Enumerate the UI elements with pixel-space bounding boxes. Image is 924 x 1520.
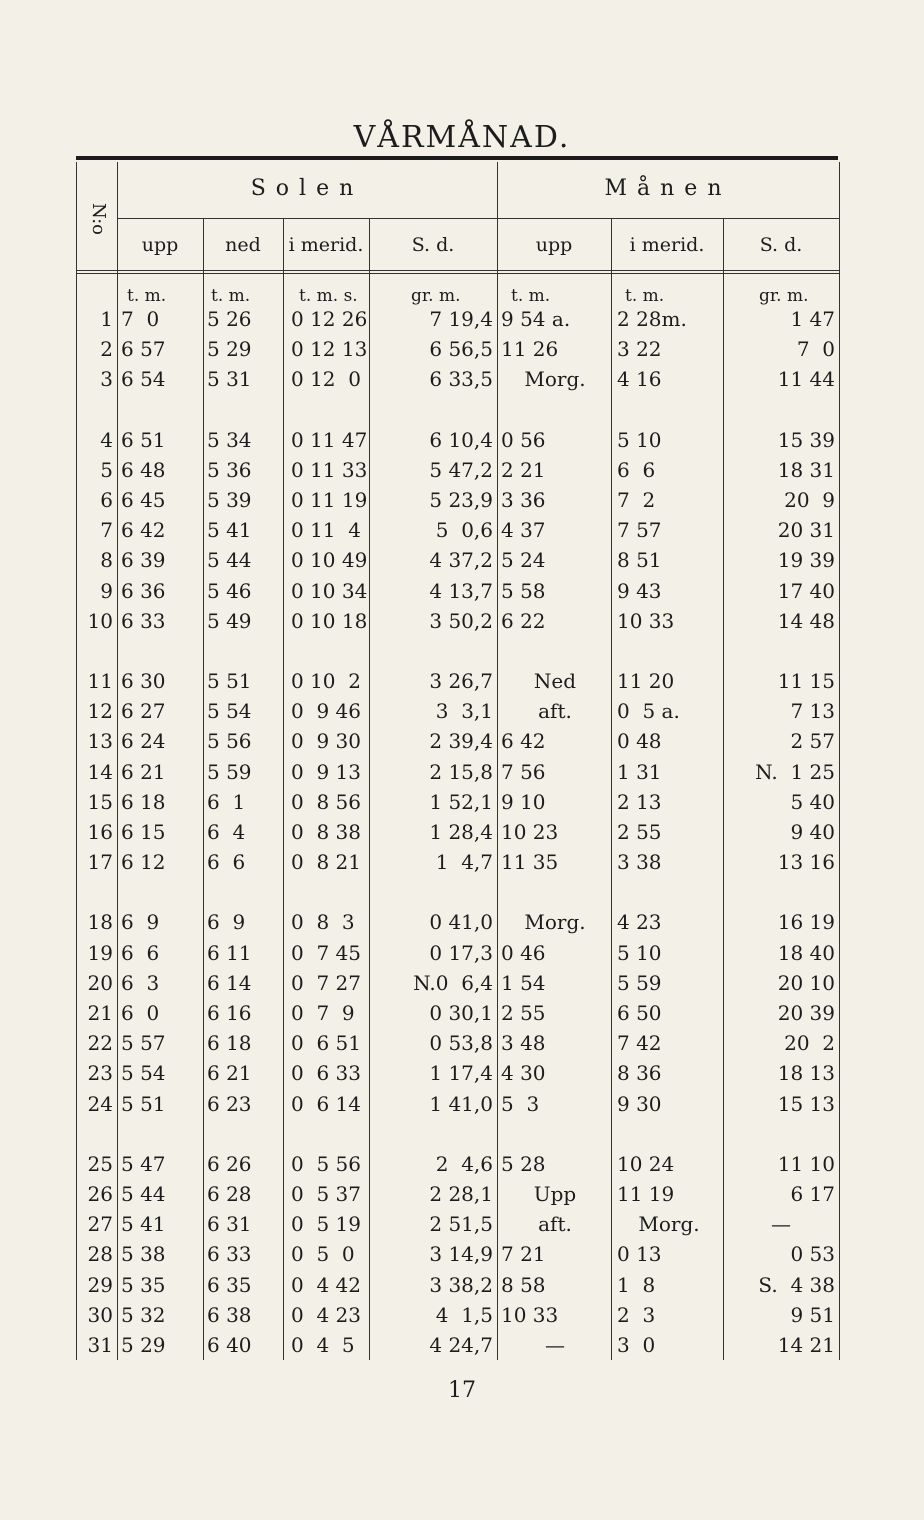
sun-meridian-cell: 0 12 13 bbox=[291, 337, 368, 362]
moon-declination-header: S. d. bbox=[759, 234, 803, 256]
sun-declination-header: S. d. bbox=[411, 234, 455, 256]
moon-rise-cell: Morg. bbox=[524, 910, 586, 935]
day-number-cell: 15 bbox=[87, 789, 113, 814]
sun-set-cell: 6 1 bbox=[207, 789, 246, 814]
moon-rise-header: upp bbox=[535, 234, 573, 256]
moon-rise-cell: 6 42 bbox=[501, 729, 546, 754]
sun-rise-cell: 6 30 bbox=[121, 669, 166, 693]
moon-rise-cell: 10 33 bbox=[501, 1302, 559, 1327]
day-number-cell: 6 bbox=[100, 488, 113, 512]
moon-meridian-cell: 5 59 bbox=[617, 970, 662, 995]
day-number-cell: 28 bbox=[87, 1242, 113, 1267]
moon-meridian-cell: 2 28m. bbox=[617, 307, 687, 331]
day-number-cell: 22 bbox=[87, 1031, 113, 1056]
sun-rise-cell: 6 9 bbox=[121, 910, 160, 935]
sun-declination-cell: 6 33,5 bbox=[429, 367, 493, 392]
sun-declination-cell: 4 37,2 bbox=[429, 548, 493, 573]
sun-set-cell: 6 6 bbox=[207, 850, 246, 875]
sun-rise-cell: 5 32 bbox=[121, 1302, 166, 1327]
moon-header: Månen bbox=[604, 176, 732, 201]
sun-set-cell: 5 59 bbox=[207, 759, 252, 784]
sun-meridian-cell: 0 5 56 bbox=[291, 1151, 361, 1176]
day-number-cell: 18 bbox=[87, 910, 113, 935]
sun-rise-cell: 6 18 bbox=[121, 789, 166, 814]
sun-set-cell: 5 54 bbox=[207, 699, 252, 724]
page-number: 17 bbox=[448, 1378, 476, 1403]
sun-meridian-header: i merid. bbox=[288, 234, 364, 256]
moon-rise-cell: 2 55 bbox=[501, 1001, 546, 1025]
moon-declination-cell: N. 1 25 bbox=[755, 759, 835, 784]
moon-meridian-cell: 2 55 bbox=[617, 820, 662, 844]
moon-rise-cell: 10 23 bbox=[501, 820, 559, 844]
moon-rise-cell: 5 28 bbox=[501, 1151, 546, 1176]
col-divider bbox=[203, 218, 204, 1360]
sun-meridian-cell: 0 7 9 bbox=[291, 1001, 355, 1025]
day-number-cell: 24 bbox=[87, 1091, 113, 1116]
sun-rise-cell: 5 54 bbox=[121, 1061, 166, 1086]
day-number-cell: 5 bbox=[100, 457, 113, 482]
unit-label: gr. m. bbox=[759, 286, 809, 306]
sun-meridian-cell: 0 9 30 bbox=[291, 729, 361, 754]
moon-declination-cell: 16 19 bbox=[777, 910, 835, 935]
moon-declination-cell: 11 10 bbox=[777, 1151, 835, 1176]
moon-rise-cell: 4 37 bbox=[501, 518, 546, 543]
day-number-cell: 4 bbox=[100, 427, 113, 452]
moon-meridian-cell: 8 51 bbox=[617, 548, 662, 573]
moon-rise-cell: 8 58 bbox=[501, 1272, 546, 1297]
sun-set-cell: 6 4 bbox=[207, 820, 246, 844]
moon-meridian-cell: 9 43 bbox=[617, 578, 662, 603]
moon-declination-cell: S. 4 38 bbox=[758, 1272, 835, 1297]
sun-meridian-cell: 0 8 56 bbox=[291, 789, 361, 814]
sun-rise-cell: 6 36 bbox=[121, 578, 166, 603]
col-divider bbox=[497, 162, 498, 1360]
moon-meridian-cell: 0 13 bbox=[617, 1242, 662, 1267]
moon-rise-cell: 5 58 bbox=[501, 578, 546, 603]
sun-rise-cell: 6 57 bbox=[121, 337, 166, 362]
moon-meridian-cell: 3 22 bbox=[617, 337, 662, 362]
moon-declination-cell: 14 48 bbox=[777, 608, 835, 633]
sun-set-cell: 6 31 bbox=[207, 1212, 252, 1237]
unit-label: t. m. bbox=[625, 286, 665, 306]
day-number-cell: 9 bbox=[100, 578, 113, 603]
header-divider bbox=[497, 218, 839, 219]
almanac-table bbox=[76, 162, 840, 1360]
day-number-cell: 25 bbox=[87, 1151, 113, 1176]
day-number-cell: 17 bbox=[87, 850, 113, 875]
moon-rise-cell: 0 46 bbox=[501, 940, 546, 965]
moon-declination-cell: 11 15 bbox=[777, 669, 835, 693]
sun-declination-cell: 2 4,6 bbox=[435, 1151, 493, 1176]
moon-meridian-cell: 9 30 bbox=[617, 1091, 662, 1116]
moon-rise-cell: 9 10 bbox=[501, 789, 546, 814]
sun-set-cell: 5 39 bbox=[207, 488, 252, 512]
moon-declination-cell: 18 40 bbox=[777, 940, 835, 965]
sun-set-cell: 5 49 bbox=[207, 608, 252, 633]
moon-meridian-cell: 4 16 bbox=[617, 367, 662, 392]
sun-meridian-cell: 0 5 37 bbox=[291, 1182, 361, 1206]
moon-meridian-cell: 3 38 bbox=[617, 850, 662, 875]
moon-meridian-cell: 0 48 bbox=[617, 729, 662, 754]
sun-rise-cell: 5 57 bbox=[121, 1031, 166, 1056]
moon-meridian-cell: 2 3 bbox=[617, 1302, 656, 1327]
sun-set-cell: 6 26 bbox=[207, 1151, 252, 1176]
moon-rise-cell: 4 30 bbox=[501, 1061, 546, 1086]
sun-set-header: ned bbox=[225, 234, 261, 256]
sun-meridian-cell: 0 12 26 bbox=[291, 307, 368, 331]
sun-declination-cell: 4 24,7 bbox=[429, 1333, 493, 1357]
sun-rise-cell: 5 38 bbox=[121, 1242, 166, 1267]
day-number-cell: 19 bbox=[87, 940, 113, 965]
sun-set-cell: 6 21 bbox=[207, 1061, 252, 1086]
sun-set-cell: 6 11 bbox=[207, 940, 252, 965]
day-number-cell: 8 bbox=[100, 548, 113, 573]
moon-declination-cell: 11 44 bbox=[777, 367, 835, 392]
sun-set-cell: 6 16 bbox=[207, 1001, 252, 1025]
moon-rise-cell: Ned bbox=[533, 669, 577, 693]
sun-rise-cell: 6 39 bbox=[121, 548, 166, 573]
sun-rise-cell: 6 3 bbox=[121, 970, 160, 995]
sun-meridian-cell: 0 9 13 bbox=[291, 759, 361, 784]
sun-declination-cell: 0 41,0 bbox=[429, 910, 493, 935]
sun-rise-cell: 6 51 bbox=[121, 427, 166, 452]
sun-meridian-cell: 0 10 18 bbox=[291, 608, 368, 633]
sun-rise-cell: 5 41 bbox=[121, 1212, 166, 1237]
moon-meridian-cell: 5 10 bbox=[617, 940, 662, 965]
day-number-cell: 12 bbox=[87, 699, 113, 724]
sun-header: Solen bbox=[250, 176, 364, 201]
sun-declination-cell: 4 13,7 bbox=[429, 578, 493, 603]
sun-declination-cell: 2 51,5 bbox=[429, 1212, 493, 1237]
sun-meridian-cell: 0 11 4 bbox=[291, 518, 361, 543]
header-bottom-rule bbox=[77, 270, 839, 271]
unit-label: gr. m. bbox=[411, 286, 461, 306]
moon-rise-cell: 1 54 bbox=[501, 970, 546, 995]
moon-meridian-cell: 8 36 bbox=[617, 1061, 662, 1086]
sun-meridian-cell: 0 10 34 bbox=[291, 578, 368, 603]
moon-rise-cell: 11 26 bbox=[501, 337, 559, 362]
moon-meridian-cell: 10 24 bbox=[617, 1151, 675, 1176]
moon-meridian-cell: 10 33 bbox=[617, 608, 675, 633]
sun-declination-cell: 1 17,4 bbox=[429, 1061, 493, 1086]
sun-declination-cell: 3 38,2 bbox=[429, 1272, 493, 1297]
sun-set-cell: 6 38 bbox=[207, 1302, 252, 1327]
sun-rise-cell: 7 0 bbox=[121, 307, 160, 331]
day-number-cell: 29 bbox=[87, 1272, 113, 1297]
day-number-cell: 11 bbox=[87, 669, 113, 693]
moon-rise-cell: Morg. bbox=[524, 367, 586, 392]
day-number-cell: 21 bbox=[87, 1001, 113, 1025]
moon-declination-cell: 9 51 bbox=[790, 1302, 835, 1327]
sun-set-cell: 5 46 bbox=[207, 578, 252, 603]
moon-declination-cell: 5 40 bbox=[790, 789, 835, 814]
sun-declination-cell: 3 14,9 bbox=[429, 1242, 493, 1267]
sun-rise-cell: 6 42 bbox=[121, 518, 166, 543]
moon-meridian-cell: 7 57 bbox=[617, 518, 662, 543]
sun-rise-cell: 5 51 bbox=[121, 1091, 166, 1116]
sun-rise-cell: 6 48 bbox=[121, 457, 166, 482]
sun-set-cell: 5 26 bbox=[207, 307, 252, 331]
sun-rise-cell: 6 12 bbox=[121, 850, 166, 875]
sun-rise-header: upp bbox=[141, 234, 179, 256]
sun-declination-cell: 1 4,7 bbox=[435, 850, 493, 875]
moon-rise-cell: Upp bbox=[533, 1182, 577, 1206]
moon-declination-cell: 14 21 bbox=[777, 1333, 835, 1357]
moon-declination-cell: 18 13 bbox=[777, 1061, 835, 1086]
moon-declination-cell: 1 47 bbox=[790, 307, 835, 331]
sun-rise-cell: 6 45 bbox=[121, 488, 166, 512]
moon-meridian-header: i merid. bbox=[629, 234, 705, 256]
day-number-cell: 7 bbox=[100, 518, 113, 543]
unit-label: t. m. bbox=[211, 286, 251, 306]
day-number-cell: 26 bbox=[87, 1182, 113, 1206]
moon-declination-cell: 0 53 bbox=[790, 1242, 835, 1267]
sun-declination-cell: 3 26,7 bbox=[429, 669, 493, 693]
moon-declination-cell: 13 16 bbox=[777, 850, 835, 875]
sun-rise-cell: 6 54 bbox=[121, 367, 166, 392]
sun-rise-cell: 6 0 bbox=[121, 1001, 160, 1025]
moon-meridian-cell: 7 42 bbox=[617, 1031, 662, 1056]
sun-declination-cell: 0 30,1 bbox=[429, 1001, 493, 1025]
sun-declination-cell: 5 23,9 bbox=[429, 488, 493, 512]
sun-rise-cell: 6 33 bbox=[121, 608, 166, 633]
moon-declination-cell: 2 57 bbox=[790, 729, 835, 754]
sun-declination-cell: 1 52,1 bbox=[429, 789, 493, 814]
sun-set-cell: 6 14 bbox=[207, 970, 252, 995]
sun-set-cell: 6 23 bbox=[207, 1091, 252, 1116]
sun-set-cell: 5 31 bbox=[207, 367, 252, 392]
sun-set-cell: 6 28 bbox=[207, 1182, 252, 1206]
unit-label: t. m. s. bbox=[299, 286, 358, 306]
day-number-cell: 20 bbox=[87, 970, 113, 995]
col-divider bbox=[283, 218, 284, 1360]
day-number-cell: 23 bbox=[87, 1061, 113, 1086]
moon-rise-cell: aft. bbox=[538, 1212, 572, 1237]
sun-set-cell: 6 33 bbox=[207, 1242, 252, 1267]
moon-rise-cell: 5 24 bbox=[501, 548, 546, 573]
moon-declination-cell: 19 39 bbox=[777, 548, 835, 573]
moon-rise-cell: 9 54 a. bbox=[501, 307, 571, 331]
moon-rise-cell: 3 36 bbox=[501, 488, 546, 512]
sun-declination-cell: 5 0,6 bbox=[435, 518, 493, 543]
sun-declination-cell: N.0 6,4 bbox=[413, 970, 493, 995]
sun-set-cell: 5 36 bbox=[207, 457, 252, 482]
sun-meridian-cell: 0 8 38 bbox=[291, 820, 361, 844]
moon-declination-cell: 20 31 bbox=[777, 518, 835, 543]
sun-set-cell: 5 34 bbox=[207, 427, 252, 452]
sun-meridian-cell: 0 11 47 bbox=[291, 427, 368, 452]
sun-declination-cell: 5 47,2 bbox=[429, 457, 493, 482]
sun-set-cell: 6 18 bbox=[207, 1031, 252, 1056]
sun-rise-cell: 6 15 bbox=[121, 820, 166, 844]
day-number-cell: 27 bbox=[87, 1212, 113, 1237]
day-number-header: N:o bbox=[88, 202, 109, 235]
moon-meridian-cell: 1 31 bbox=[617, 759, 662, 784]
moon-meridian-cell: Morg. bbox=[638, 1212, 700, 1237]
sun-rise-cell: 5 44 bbox=[121, 1182, 166, 1206]
sun-set-cell: 6 9 bbox=[207, 910, 246, 935]
day-number-cell: 14 bbox=[87, 759, 113, 784]
sun-set-cell: 5 29 bbox=[207, 337, 252, 362]
sun-declination-cell: 0 53,8 bbox=[429, 1031, 493, 1056]
moon-meridian-cell: 11 19 bbox=[617, 1182, 675, 1206]
moon-meridian-cell: 6 50 bbox=[617, 1001, 662, 1025]
sun-meridian-cell: 0 12 0 bbox=[291, 367, 361, 392]
sun-rise-cell: 6 24 bbox=[121, 729, 166, 754]
moon-declination-cell: 9 40 bbox=[790, 820, 835, 844]
sun-meridian-cell: 0 10 2 bbox=[291, 669, 361, 693]
moon-declination-cell: 6 17 bbox=[790, 1182, 835, 1206]
moon-rise-cell: 5 3 bbox=[501, 1091, 540, 1116]
sun-declination-cell: 2 28,1 bbox=[429, 1182, 493, 1206]
day-number-cell: 13 bbox=[87, 729, 113, 754]
sun-meridian-cell: 0 8 3 bbox=[291, 910, 355, 935]
sun-meridian-cell: 0 6 33 bbox=[291, 1061, 361, 1086]
sun-meridian-cell: 0 6 14 bbox=[291, 1091, 361, 1116]
moon-declination-cell: 17 40 bbox=[777, 578, 835, 603]
moon-declination-cell: 20 39 bbox=[777, 1001, 835, 1025]
moon-meridian-cell: 2 13 bbox=[617, 789, 662, 814]
sun-declination-cell: 6 56,5 bbox=[429, 337, 493, 362]
sun-meridian-cell: 0 8 21 bbox=[291, 850, 361, 875]
moon-meridian-cell: 6 6 bbox=[617, 457, 656, 482]
moon-meridian-cell: 5 10 bbox=[617, 427, 662, 452]
moon-meridian-cell: 11 20 bbox=[617, 669, 675, 693]
day-number-cell: 16 bbox=[87, 820, 113, 844]
page-title: VÅRMÅNAD. bbox=[353, 120, 571, 155]
sun-set-cell: 6 35 bbox=[207, 1272, 252, 1297]
sun-declination-cell: 3 50,2 bbox=[429, 608, 493, 633]
sun-declination-cell: 1 41,0 bbox=[429, 1091, 493, 1116]
sun-rise-cell: 6 21 bbox=[121, 759, 166, 784]
moon-declination-cell: 20 9 bbox=[784, 488, 835, 512]
moon-meridian-cell: 7 2 bbox=[617, 488, 656, 512]
col-divider bbox=[117, 162, 118, 1360]
sun-declination-cell: 0 17,3 bbox=[429, 940, 493, 965]
sun-declination-cell: 3 3,1 bbox=[435, 699, 493, 724]
sun-meridian-cell: 0 4 42 bbox=[291, 1272, 361, 1297]
header-bottom-rule bbox=[77, 273, 839, 274]
moon-declination-cell: 20 2 bbox=[784, 1031, 835, 1056]
sun-meridian-cell: 0 7 27 bbox=[291, 970, 361, 995]
moon-meridian-cell: 4 23 bbox=[617, 910, 662, 935]
sun-set-cell: 5 56 bbox=[207, 729, 252, 754]
moon-rise-cell: 3 48 bbox=[501, 1031, 546, 1056]
moon-meridian-cell: 3 0 bbox=[617, 1333, 656, 1357]
top-rule bbox=[76, 156, 838, 160]
sun-rise-cell: 5 47 bbox=[121, 1151, 166, 1176]
sun-declination-cell: 6 10,4 bbox=[429, 427, 493, 452]
moon-meridian-cell: 1 8 bbox=[617, 1272, 656, 1297]
sun-set-cell: 5 51 bbox=[207, 669, 252, 693]
moon-rise-cell: 6 22 bbox=[501, 608, 546, 633]
moon-declination-cell: — bbox=[771, 1212, 791, 1237]
sun-rise-cell: 6 27 bbox=[121, 699, 166, 724]
sun-meridian-cell: 0 4 5 bbox=[291, 1333, 355, 1357]
sun-declination-cell: 1 28,4 bbox=[429, 820, 493, 844]
day-number-cell: 2 bbox=[100, 337, 113, 362]
moon-rise-cell: 7 21 bbox=[501, 1242, 546, 1267]
day-number-cell: 1 bbox=[100, 307, 113, 331]
sun-set-cell: 5 41 bbox=[207, 518, 252, 543]
col-divider bbox=[611, 218, 612, 1360]
day-number-cell: 3 bbox=[100, 367, 113, 392]
sun-meridian-cell: 0 7 45 bbox=[291, 940, 361, 965]
sun-meridian-cell: 0 11 33 bbox=[291, 457, 368, 482]
moon-declination-cell: 18 31 bbox=[777, 457, 835, 482]
sun-set-cell: 5 44 bbox=[207, 548, 252, 573]
sun-rise-cell: 5 35 bbox=[121, 1272, 166, 1297]
moon-rise-cell: 2 21 bbox=[501, 457, 546, 482]
sun-declination-cell: 2 39,4 bbox=[429, 729, 493, 754]
sun-declination-cell: 4 1,5 bbox=[435, 1302, 493, 1327]
moon-declination-cell: 15 39 bbox=[777, 427, 835, 452]
sun-meridian-cell: 0 6 51 bbox=[291, 1031, 361, 1056]
moon-rise-cell: 11 35 bbox=[501, 850, 559, 875]
day-number-cell: 30 bbox=[87, 1302, 113, 1327]
sun-meridian-cell: 0 5 0 bbox=[291, 1242, 355, 1267]
day-number-cell: 10 bbox=[87, 608, 113, 633]
sun-rise-cell: 6 6 bbox=[121, 940, 160, 965]
moon-rise-cell: — bbox=[545, 1333, 565, 1357]
moon-meridian-cell: 0 5 a. bbox=[617, 699, 680, 724]
sun-rise-cell: 5 29 bbox=[121, 1333, 166, 1357]
header-divider bbox=[117, 218, 497, 219]
sun-declination-cell: 7 19,4 bbox=[429, 307, 493, 331]
moon-rise-cell: 0 56 bbox=[501, 427, 546, 452]
unit-label: t. m. bbox=[511, 286, 551, 306]
sun-meridian-cell: 0 5 19 bbox=[291, 1212, 361, 1237]
moon-declination-cell: 7 0 bbox=[796, 337, 835, 362]
sun-meridian-cell: 0 11 19 bbox=[291, 488, 368, 512]
sun-set-cell: 6 40 bbox=[207, 1333, 252, 1357]
moon-declination-cell: 20 10 bbox=[777, 970, 835, 995]
sun-meridian-cell: 0 10 49 bbox=[291, 548, 368, 573]
moon-declination-cell: 15 13 bbox=[777, 1091, 835, 1116]
sun-meridian-cell: 0 4 23 bbox=[291, 1302, 361, 1327]
moon-declination-cell: 7 13 bbox=[790, 699, 835, 724]
unit-label: t. m. bbox=[127, 286, 167, 306]
sun-meridian-cell: 0 9 46 bbox=[291, 699, 361, 724]
moon-rise-cell: 7 56 bbox=[501, 759, 546, 784]
day-number-cell: 31 bbox=[87, 1333, 113, 1357]
moon-rise-cell: aft. bbox=[538, 699, 572, 724]
sun-declination-cell: 2 15,8 bbox=[429, 759, 493, 784]
